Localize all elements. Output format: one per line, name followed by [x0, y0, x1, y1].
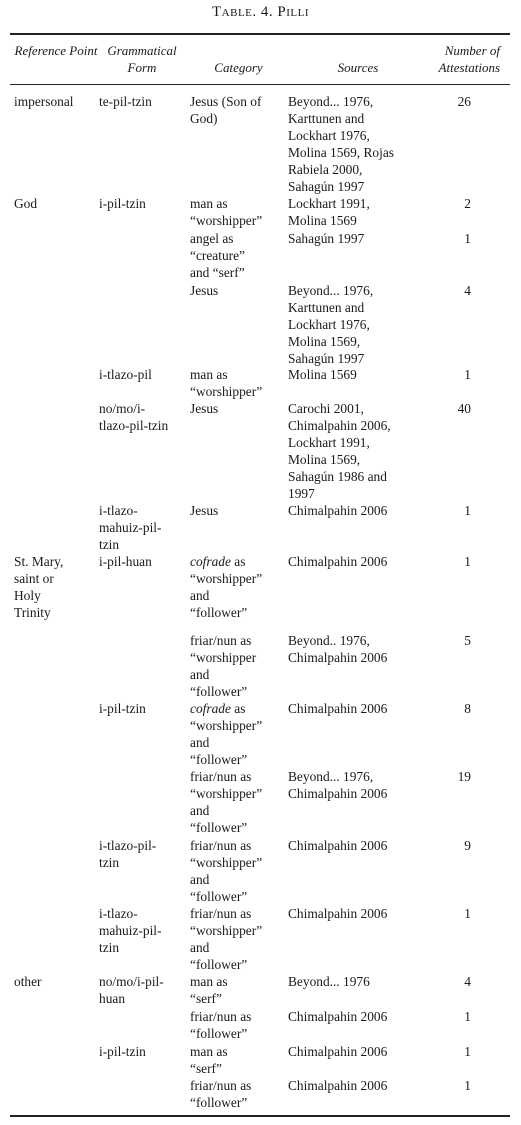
category-text: friar/nun as “follower”: [190, 1009, 252, 1041]
cell-reference-point: impersonal: [14, 94, 74, 109]
cell-sources: Beyond.. 1976, Chimalpahin 2006: [288, 633, 388, 665]
cell-category: [190, 282, 287, 299]
cell-category: [190, 973, 287, 1007]
cell-category: [190, 230, 287, 281]
cell-category: [190, 502, 287, 519]
header-rule: [10, 84, 510, 85]
cell-category: [190, 1043, 287, 1077]
cell-sources: Beyond... 1976: [288, 974, 370, 989]
category-text: Jesus: [190, 503, 219, 518]
cell-attestations: 4: [464, 283, 471, 298]
table-title: Table. 4. Pilli: [212, 4, 309, 20]
cell-grammatical-form: te-pil-tzin: [99, 94, 152, 109]
cell-category: [190, 905, 287, 973]
cell-grammatical-form: i-tlazo-pil- tzin: [99, 838, 157, 870]
cell-attestations: 1: [464, 554, 471, 569]
cell-reference-point: St. Mary, saint or Holy Trinity: [14, 554, 64, 620]
cell-attestations: 1: [464, 1044, 471, 1059]
cell-attestations: 1: [464, 503, 471, 518]
category-text: man as “worshipper”: [190, 367, 263, 399]
cell-attestations: 1: [464, 906, 471, 921]
cell-reference-point: other: [14, 974, 42, 989]
cell-category: [190, 366, 287, 400]
cell-sources: Chimalpahin 2006: [288, 554, 388, 569]
category-text: friar/nun as “worshipper and “follower”: [190, 633, 257, 699]
cell-attestations: 5: [464, 633, 471, 648]
category-text: man as “worshipper”: [190, 196, 263, 228]
category-text: Jesus (Son of God): [190, 94, 262, 126]
cell-attestations: 4: [464, 974, 471, 989]
cell-sources: Beyond... 1976, Karttunen and Lockhart 1976, Molina 1569, Sahagún 1997: [288, 283, 374, 366]
category-text: friar/nun as “worshipper” and “follower”: [190, 906, 263, 972]
cell-category: [190, 700, 287, 768]
cell-sources: Chimalpahin 2006: [288, 838, 388, 853]
cell-sources: Lockhart 1991, Molina 1569: [288, 196, 370, 228]
category-text: friar/nun as “worshipper” and “follower”: [190, 769, 263, 835]
cell-grammatical-form: i-pil-tzin: [99, 1044, 146, 1059]
cell-grammatical-form: no/mo/i-pil- huan: [99, 974, 164, 1006]
cell-category: [190, 632, 287, 700]
header-reference-point: Reference Point: [14, 43, 98, 58]
cell-grammatical-form: i-pil-huan: [99, 554, 152, 569]
cell-category: [190, 837, 287, 905]
cell-sources: Chimalpahin 2006: [288, 1009, 388, 1024]
cell-attestations: 9: [464, 838, 471, 853]
category-text: friar/nun as “follower”: [190, 1078, 252, 1110]
category-italic-term: cofrade: [190, 701, 231, 716]
cell-sources: Carochi 2001, Chimalpahin 2006, Lockhart 1991, Molina 1569, Sahagún 1986 and 1997: [288, 401, 391, 501]
cell-grammatical-form: i-tlazo- mahuiz-pil- tzin: [99, 503, 162, 552]
category-text: Jesus: [190, 283, 219, 298]
cell-sources: Beyond... 1976, Karttunen and Lockhart 1976, Molina 1569, Rojas Rabiela 2000, Sahagún 1997: [288, 94, 395, 194]
category-text: Jesus: [190, 401, 219, 416]
cell-attestations: 1: [464, 367, 471, 382]
header-sources: Sources: [337, 60, 379, 75]
cell-grammatical-form: i-tlazo- mahuiz-pil- tzin: [99, 906, 162, 955]
cell-sources: Chimalpahin 2006: [288, 1044, 388, 1059]
category-text: as “worshipper” and “follower”: [190, 701, 263, 767]
cell-category: [190, 1008, 287, 1042]
cell-attestations: 1: [464, 1009, 471, 1024]
cell-attestations: 26: [457, 94, 471, 109]
cell-category: [190, 400, 287, 417]
cell-category: [190, 93, 287, 127]
header-attestations: Number of Attestations: [438, 43, 500, 75]
cell-category: [190, 1077, 287, 1111]
cell-sources: Chimalpahin 2006: [288, 701, 388, 716]
cell-attestations: 1: [464, 231, 471, 246]
cell-sources: Sahagún 1997: [288, 231, 365, 246]
header-category: Category: [214, 60, 263, 75]
cell-grammatical-form: no/mo/i- tlazo-pil-tzin: [99, 401, 169, 433]
category-text: man as “serf”: [190, 1044, 228, 1076]
cell-attestations: 40: [457, 401, 471, 416]
cell-category: [190, 195, 287, 229]
cell-sources: Chimalpahin 2006: [288, 503, 388, 518]
cell-sources: Chimalpahin 2006: [288, 1078, 388, 1093]
top-rule: [10, 33, 510, 35]
cell-grammatical-form: i-tlazo-pil: [99, 367, 152, 382]
cell-sources: Chimalpahin 2006: [288, 906, 388, 921]
category-text: friar/nun as “worshipper” and “follower”: [190, 838, 263, 904]
cell-attestations: 1: [464, 1078, 471, 1093]
cell-category: [190, 553, 287, 621]
cell-sources: Beyond... 1976, Chimalpahin 2006: [288, 769, 388, 801]
header-grammatical-form: Grammatical Form: [107, 43, 177, 75]
cell-sources: Molina 1569: [288, 367, 357, 382]
category-text: as “worshipper” and “follower”: [190, 554, 263, 620]
cell-attestations: 2: [464, 196, 471, 211]
category-italic-term: cofrade: [190, 554, 231, 569]
cell-attestations: 8: [464, 701, 471, 716]
bottom-rule: [10, 1115, 510, 1117]
cell-grammatical-form: i-pil-tzin: [99, 701, 146, 716]
cell-category: [190, 768, 287, 836]
category-text: angel as “creature” and “serf”: [190, 231, 245, 280]
cell-grammatical-form: i-pil-tzin: [99, 196, 146, 211]
cell-reference-point: God: [14, 196, 38, 211]
cell-attestations: 19: [457, 769, 471, 784]
category-text: man as “serf”: [190, 974, 228, 1006]
